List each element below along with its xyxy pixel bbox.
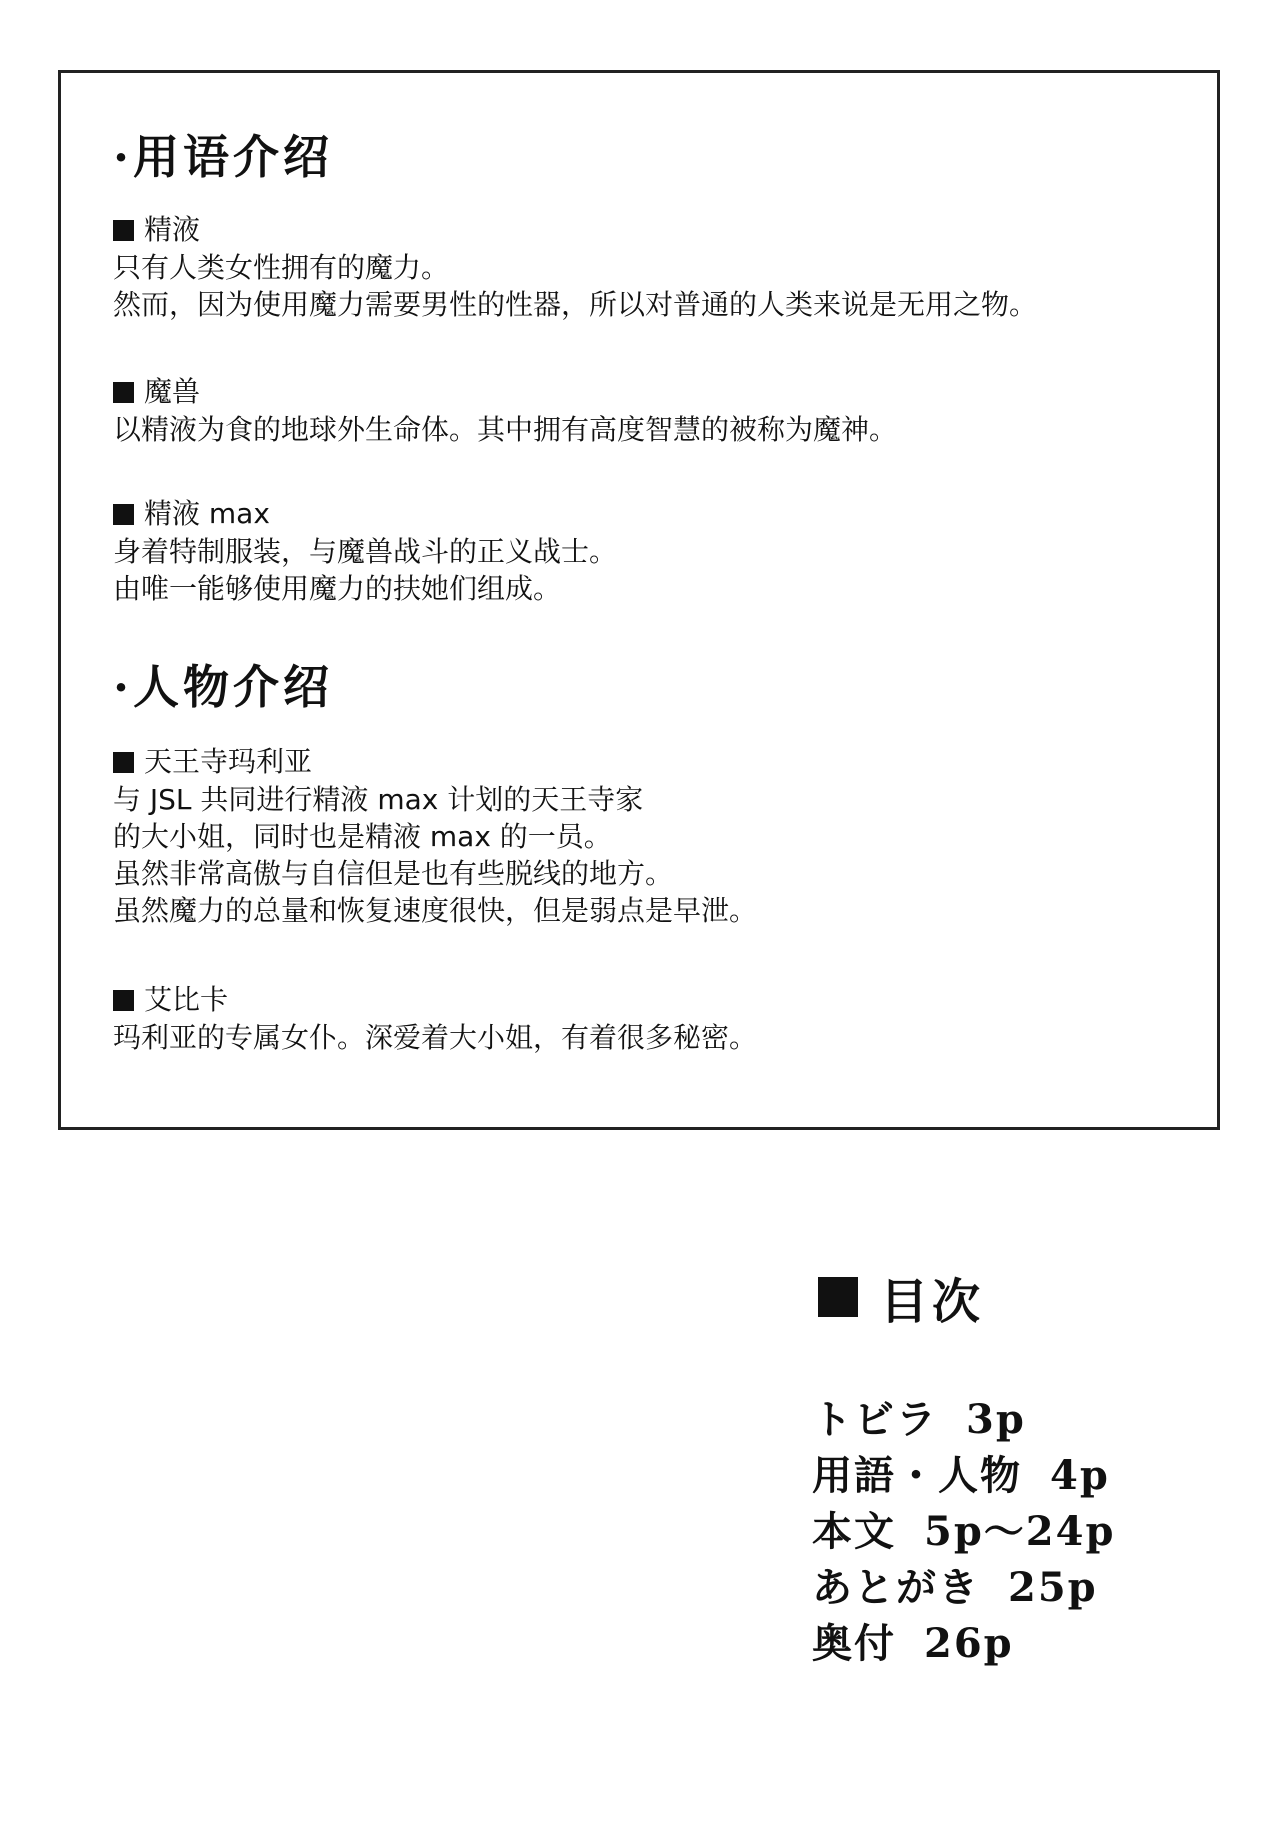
toc-item-label: 用語・人物 — [812, 1452, 1022, 1499]
term-entry — [113, 495, 1173, 607]
square-bullet-icon — [818, 1277, 858, 1317]
term-description-line: 然而，因为使用魔力需要男性的性器，所以对普通的人类来说是无用之物。 — [113, 288, 1038, 321]
character-heading — [113, 981, 1173, 1019]
toc-title: 目次 — [880, 1273, 985, 1330]
term-entry — [113, 211, 1173, 323]
table-of-contents — [812, 1262, 1258, 1667]
toc-item — [812, 1448, 1252, 1504]
toc-heading — [818, 1262, 1258, 1332]
square-bullet-icon — [113, 752, 134, 773]
square-bullet-icon — [113, 382, 134, 403]
square-bullet-icon — [113, 504, 134, 525]
toc-item — [812, 1616, 1252, 1672]
term-name: 魔兽 — [144, 375, 201, 408]
toc-item-label: あとがき — [812, 1564, 980, 1611]
toc-list — [812, 1392, 1252, 1672]
characters-section-title: ·人物介绍 — [113, 660, 334, 714]
term-description-line: 身着特制服装，与魔兽战斗的正义战士。 — [113, 535, 618, 568]
character-description-line: 的大小姐，同时也是精液 max 的一员。 — [113, 820, 612, 853]
character-name: 艾比卡 — [144, 983, 229, 1016]
term-description-line: 由唯一能够使用魔力的扶她们组成。 — [113, 572, 562, 605]
term-description-line: 以精液为食的地球外生命体。其中拥有高度智慧的被称为魔神。 — [113, 413, 898, 446]
character-entry — [113, 981, 1173, 1056]
character-heading — [113, 743, 1173, 781]
toc-item — [812, 1504, 1252, 1560]
terms-section-title: ·用语介绍 — [113, 130, 334, 184]
character-name: 天王寺玛利亚 — [144, 745, 313, 778]
square-bullet-icon — [113, 990, 134, 1011]
toc-item-page: 25p — [1008, 1564, 1098, 1611]
character-description-line: 玛利亚的专属女仆。深爱着大小姐，有着很多秘密。 — [113, 1021, 758, 1054]
term-name: 精液 — [144, 213, 201, 246]
term-heading — [113, 495, 1173, 533]
toc-item — [812, 1560, 1252, 1616]
toc-item — [812, 1392, 1252, 1448]
term-description-line: 只有人类女性拥有的魔力。 — [113, 251, 450, 284]
term-entry — [113, 373, 1173, 448]
character-entry — [113, 743, 1173, 929]
toc-item-label: 奥付 — [812, 1620, 896, 1667]
introduction-box — [58, 70, 1220, 1130]
toc-item-label: 本文 — [812, 1508, 896, 1555]
character-description-line: 与 JSL 共同进行精液 max 计划的天王寺家 — [113, 783, 644, 816]
toc-item-page: 5p～24p — [924, 1508, 1116, 1555]
term-heading — [113, 373, 1173, 411]
square-bullet-icon — [113, 220, 134, 241]
character-description-line: 虽然非常高傲与自信但是也有些脱线的地方。 — [113, 857, 674, 890]
term-heading — [113, 211, 1173, 249]
character-description-line: 虽然魔力的总量和恢复速度很快，但是弱点是早泄。 — [113, 894, 758, 927]
toc-item-page: 4p — [1050, 1452, 1110, 1499]
toc-item-label: トビラ — [812, 1396, 938, 1443]
term-name: 精液 max — [144, 497, 270, 530]
toc-item-page: 26p — [924, 1620, 1014, 1667]
toc-item-page: 3p — [966, 1396, 1026, 1443]
